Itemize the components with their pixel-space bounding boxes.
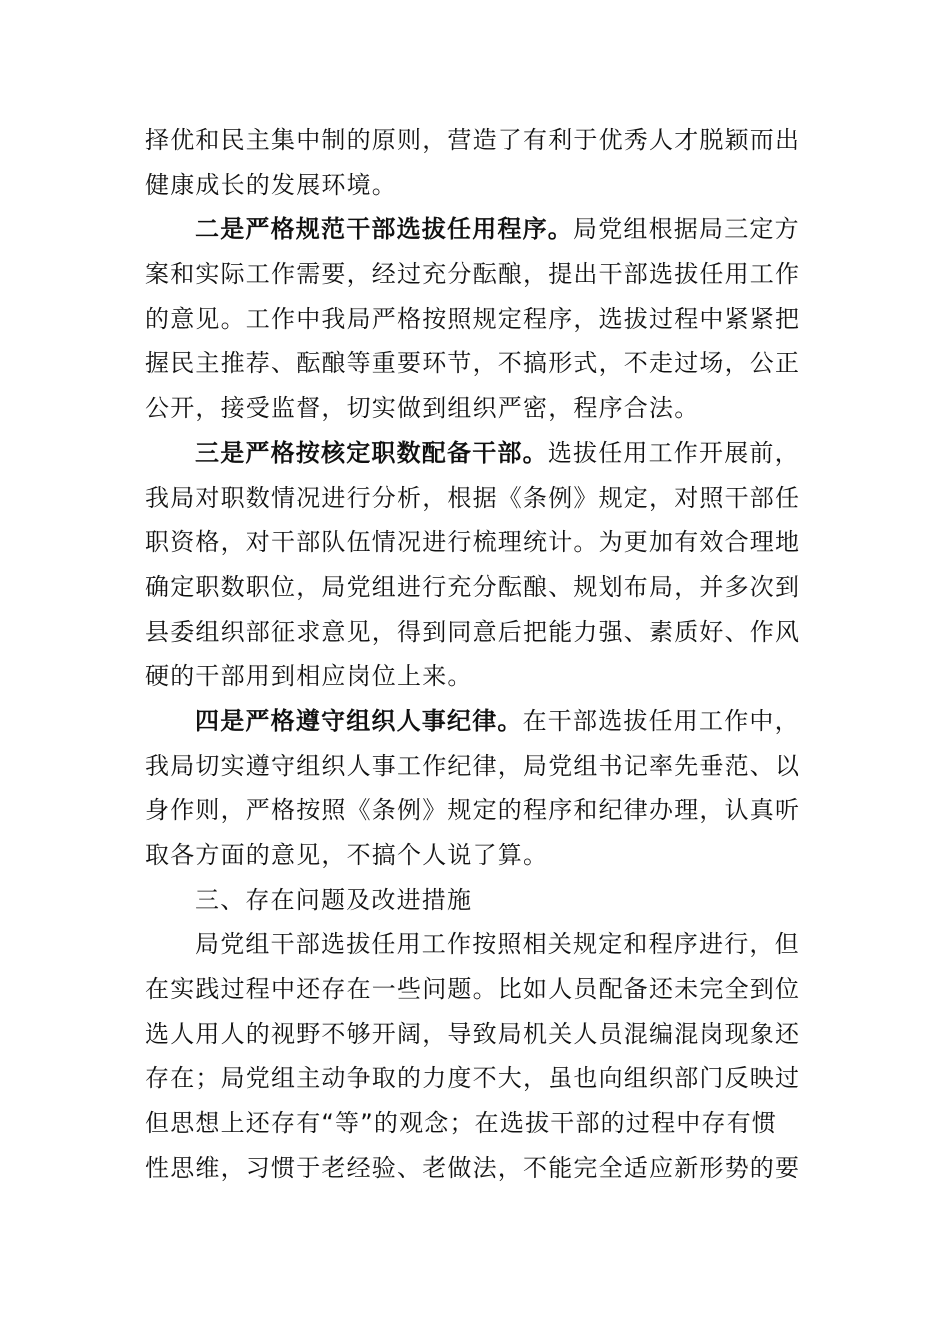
document-body bbox=[145, 118, 807, 1191]
text-line: 职资格，对干部队伍情况进行梳理统计。为更加有效合理地 bbox=[145, 528, 801, 557]
text-line: 硬的干部用到相应岗位上来。 bbox=[145, 662, 473, 691]
paragraph-start-line bbox=[145, 207, 807, 252]
paragraph-text: 在干部选拔任用工作中， bbox=[522, 706, 800, 735]
text-line: 确定职数职位，局党组进行充分酝酿、规划布局，并多次到 bbox=[145, 572, 801, 601]
text-line: 的意见。工作中我局严格按照规定程序，选拔过程中紧紧把 bbox=[145, 304, 801, 333]
text-line: 选人用人的视野不够开阔，导致局机关人员混编混岗现象还 bbox=[145, 1019, 801, 1048]
text-line: 我局对职数情况进行分析，根据《条例》规定，对照干部任 bbox=[145, 483, 801, 512]
text-line: 但思想上还存有“等”的观念；在选拔干部的过程中存有惯 bbox=[145, 1109, 778, 1138]
paragraph-heading: 四是严格遵守组织人事纪律。 bbox=[195, 706, 523, 735]
text-line: 我局切实遵守组织人事工作纪律，局党组书记率先垂范、以 bbox=[145, 751, 801, 780]
text-line: 取各方面的意见，不搞个人说了算。 bbox=[145, 841, 549, 869]
text-line: 县委组织部征求意见，得到同意后把能力强、素质好、作风 bbox=[145, 617, 801, 646]
paragraph-start-line bbox=[145, 699, 807, 744]
text-line: 握民主推荐、酝酿等重要环节，不搞形式，不走过场，公正 bbox=[145, 349, 801, 378]
text-line: 健康成长的发展环境。 bbox=[145, 170, 397, 199]
paragraph-start-line bbox=[145, 431, 807, 476]
paragraph-text: 选拔任用工作开展前， bbox=[547, 438, 800, 467]
paragraph-start-line: 局党组干部选拔任用工作按照相关规定和程序进行，但 bbox=[195, 930, 800, 959]
paragraph-text: 局党组根据局三定方 bbox=[573, 215, 800, 244]
text-line: 公开，接受监督，切实做到组织严密，程序合法。 bbox=[145, 394, 700, 423]
section-heading: 三、存在问题及改进措施 bbox=[195, 885, 473, 914]
text-line: 性思维，习惯于老经验、老做法，不能完全适应新形势的要 bbox=[145, 1153, 801, 1182]
text-line: 存在；局党组主动争取的力度不大，虽也向组织部门反映过 bbox=[145, 1064, 801, 1093]
text-line: 择优和民主集中制的原则，营造了有利于优秀人才脱颖而出 bbox=[145, 126, 801, 154]
text-line: 案和实际工作需要，经过充分酝酿，提出干部选拔任用工作 bbox=[145, 260, 801, 289]
paragraph-heading: 三是严格按核定职数配备干部。 bbox=[195, 438, 548, 467]
text-line: 在实践过程中还存在一些问题。比如人员配备还未完全到位 bbox=[145, 975, 801, 1004]
text-line: 身作则，严格按照《条例》规定的程序和纪律办理，认真听 bbox=[145, 796, 801, 825]
paragraph-heading: 二是严格规范干部选拔任用程序。 bbox=[195, 215, 573, 244]
